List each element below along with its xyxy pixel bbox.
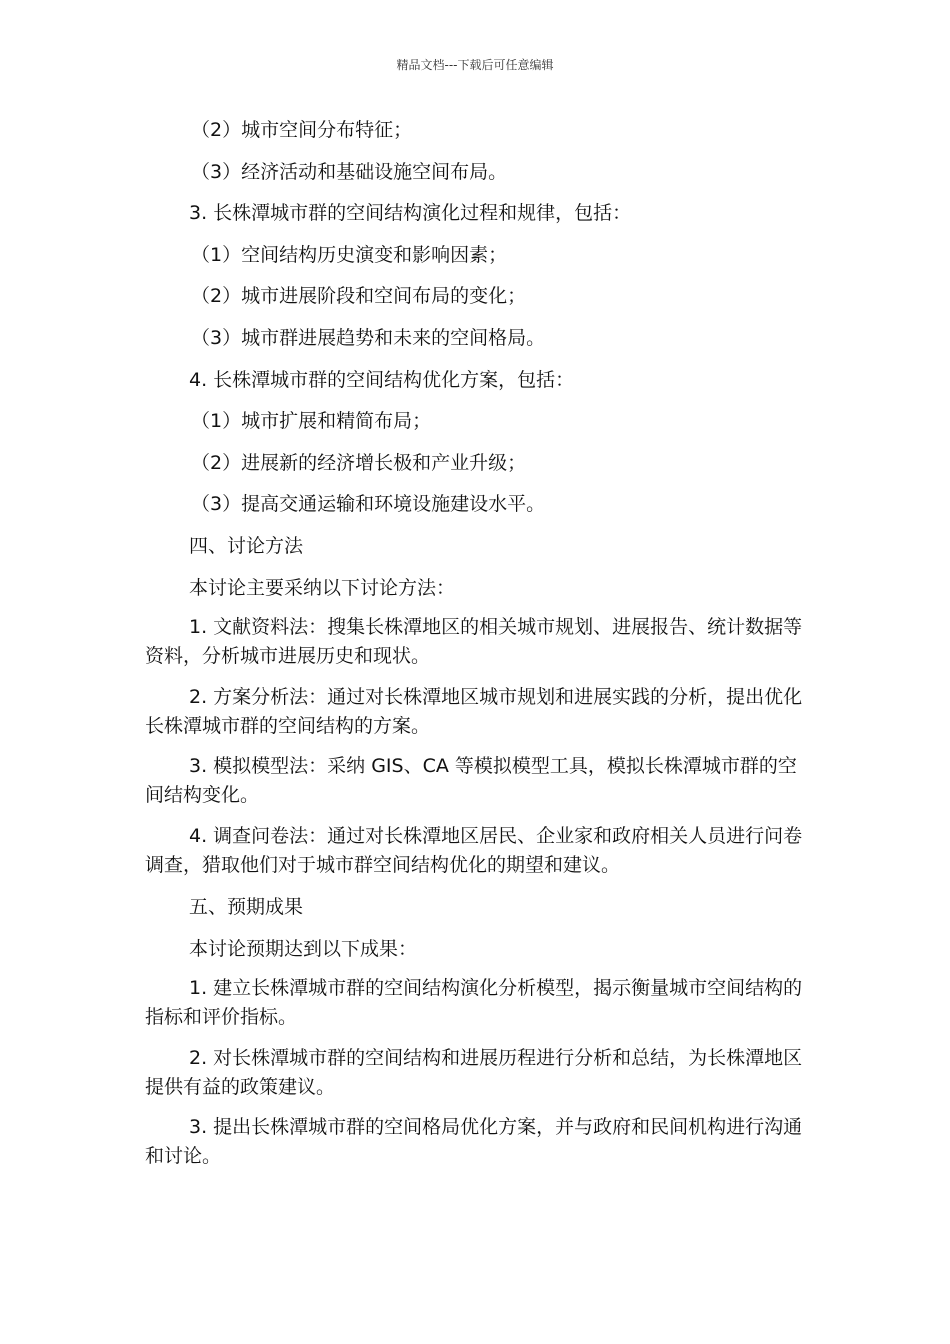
list-item-stage-changes: （2）城市进展阶段和空间布局的变化； bbox=[191, 285, 527, 308]
page-header: 精品文档---下载后可任意编辑 bbox=[396, 58, 554, 72]
list-item-economic-layout: （3）经济活动和基础设施空间布局。 bbox=[191, 160, 508, 183]
section-heading-outcomes: 五、预期成果 bbox=[189, 896, 304, 919]
list-item-future-trend: （3）城市群进展趋势和未来的空间格局。 bbox=[191, 326, 546, 349]
section-heading-methods: 四、讨论方法 bbox=[189, 534, 304, 557]
list-item-expansion: （1）城市扩展和精简布局； bbox=[191, 410, 432, 433]
section-item-4: 4. 长株潭城市群的空间结构优化方案，包括： bbox=[189, 368, 575, 391]
outcome-plan: 3. 提出长株潭城市群的空间格局优化方案，并与政府和民间机构进行沟通和讨论。 bbox=[145, 1116, 803, 1168]
list-item-growth-pole: （2）进展新的经济增长极和产业升级； bbox=[191, 451, 527, 474]
section-item-3: 3. 长株潭城市群的空间结构演化过程和规律，包括： bbox=[189, 202, 632, 225]
methods-intro: 本讨论主要采纳以下讨论方法： bbox=[189, 576, 456, 599]
document-body bbox=[145, 114, 807, 1183]
method-simulation: 3. 模拟模型法：采纳 GIS、CA 等模拟模型工具，模拟长株潭城市群的空间结构变化。 bbox=[145, 755, 797, 807]
outcome-model: 1. 建立长株潭城市群的空间结构演化分析模型，揭示衡量城市空间结构的指标和评价指标。 bbox=[145, 977, 803, 1029]
outcome-analysis: 2. 对长株潭城市群的空间结构和进展历程进行分析和总结，为长株潭地区提供有益的政策建议。 bbox=[145, 1046, 803, 1098]
method-literature: 1. 文献资料法：搜集长株潭地区的相关城市规划、进展报告、统计数据等资料，分析城市进展历史和现状。 bbox=[145, 616, 803, 668]
list-item-history: （1）空间结构历史演变和影响因素； bbox=[191, 243, 508, 266]
list-item-transport: （3）提高交通运输和环境设施建设水平。 bbox=[191, 493, 546, 516]
list-item-urban-distribution: （2）城市空间分布特征； bbox=[191, 119, 413, 141]
outcomes-intro: 本讨论预期达到以下成果： bbox=[189, 937, 418, 960]
method-plan-analysis: 2. 方案分析法：通过对长株潭地区城市规划和进展实践的分析，提出优化长株潭城市群的空间结构的方案。 bbox=[145, 685, 803, 737]
method-survey: 4. 调查问卷法：通过对长株潭地区居民、企业家和政府相关人员进行问卷调查，猎取他们对于城市群空间结构优化的期望和建议。 bbox=[145, 824, 803, 876]
